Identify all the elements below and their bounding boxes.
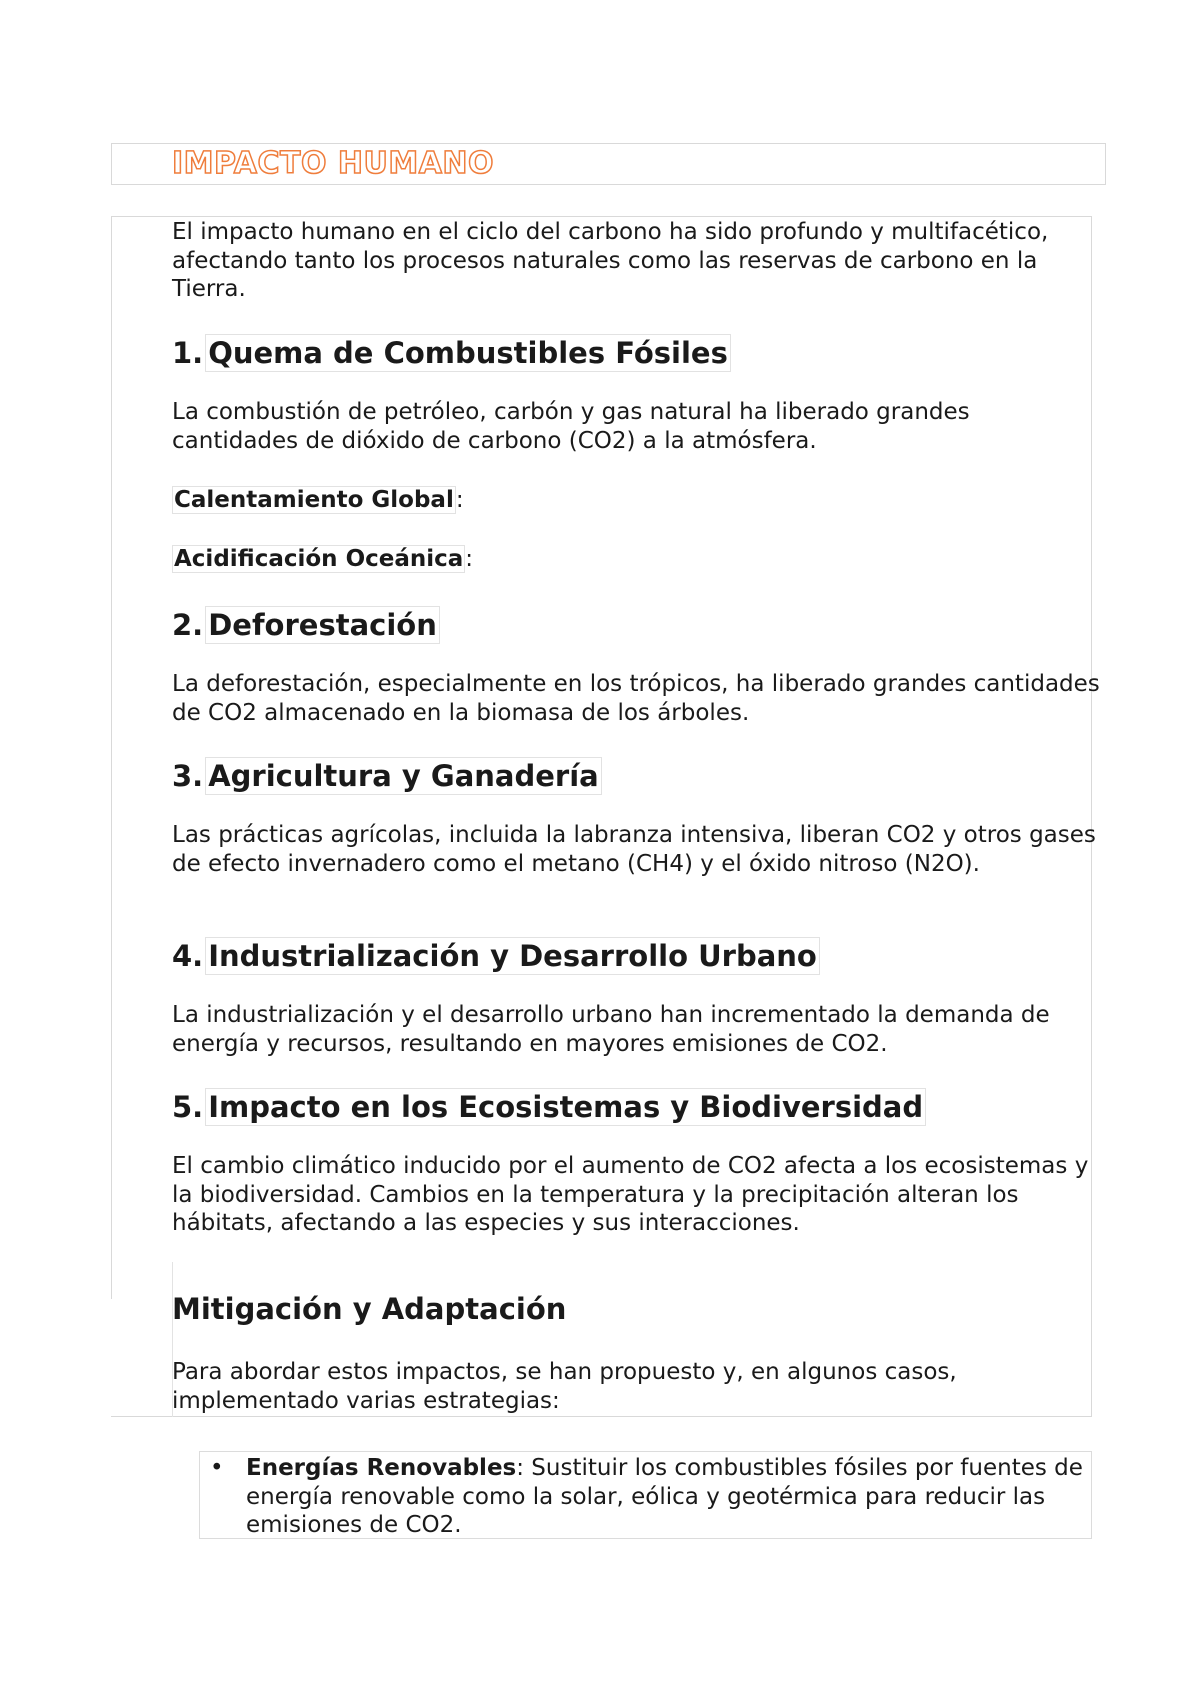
section-4-heading <box>172 937 820 975</box>
section-title: Industrialización y Desarrollo Urbano <box>205 937 820 975</box>
label-colon: : <box>455 487 464 513</box>
section-2-text: La deforestación, especialmente en los trópicos, ha liberado grandes cantidades de CO2 almacenado en la biomasa de los árboles. <box>172 671 1100 726</box>
mitigation-heading: Mitigación y Adaptación <box>172 1292 567 1326</box>
section-3-heading <box>172 757 602 795</box>
ocean-acidification-label <box>172 544 473 574</box>
section-title: Deforestación <box>205 606 440 644</box>
section-5-heading <box>172 1088 926 1126</box>
section-number: 4. <box>172 939 204 973</box>
section-1-text: La combustión de petróleo, carbón y gas natural ha liberado grandes cantidades de dióxido de carbono (CO2) a la atmósfera. <box>172 399 970 454</box>
bullet-glyph: • <box>210 1455 224 1481</box>
section-title: Impacto en los Ecosistemas y Biodiversidad <box>205 1088 926 1126</box>
label-colon: : <box>465 546 474 572</box>
bullet-description: : Sustituir los combustibles fósiles por fuentes de energía renovable como la solar, eólica y geotérmica para reducir las emisiones de CO2. <box>246 1455 1083 1539</box>
intro-paragraph: El impacto humano en el ciclo del carbono ha sido profundo y multifacético, afectando tanto los procesos naturales como las reservas de carbono en la Tierra. <box>172 219 1049 303</box>
section-3-text: Las prácticas agrícolas, incluida la labranza intensiva, liberan CO2 y otros gases de efecto invernadero como el metano (CH4) y el óxido nitroso (N2O). <box>172 822 1096 877</box>
list-item <box>246 1454 1086 1540</box>
section-number: 1. <box>172 336 204 370</box>
page-title: IMPACTO HUMANO <box>172 146 495 181</box>
bullet-term: Energías Renovables <box>246 1455 517 1481</box>
content-left-border <box>111 216 112 1299</box>
global-warming-label <box>172 485 464 515</box>
section-title: Quema de Combustibles Fósiles <box>205 334 731 372</box>
mitigation-text: Para abordar estos impactos, se han propuesto y, en algunos casos, implementado varias estrategias: <box>172 1359 957 1414</box>
section-number: 5. <box>172 1090 204 1124</box>
label-term: Acidificación Oceánica <box>174 546 464 572</box>
section-number: 3. <box>172 759 204 793</box>
section-4-text: La industrialización y el desarrollo urbano han incrementado la demanda de energía y recursos, resultando en mayores emisiones de CO2. <box>172 1002 1050 1057</box>
section-5-text: El cambio climático inducido por el aumento de CO2 afecta a los ecosistemas y la biodiversidad. Cambios en la temperatura y la precipitación alteran los hábitats, afectando a las especies y sus interacciones. <box>172 1153 1089 1237</box>
section-number: 2. <box>172 608 204 642</box>
section-2-heading <box>172 606 440 644</box>
label-term: Calentamiento Global <box>174 487 454 513</box>
section-title: Agricultura y Ganadería <box>205 757 602 795</box>
section-1-heading <box>172 334 731 372</box>
